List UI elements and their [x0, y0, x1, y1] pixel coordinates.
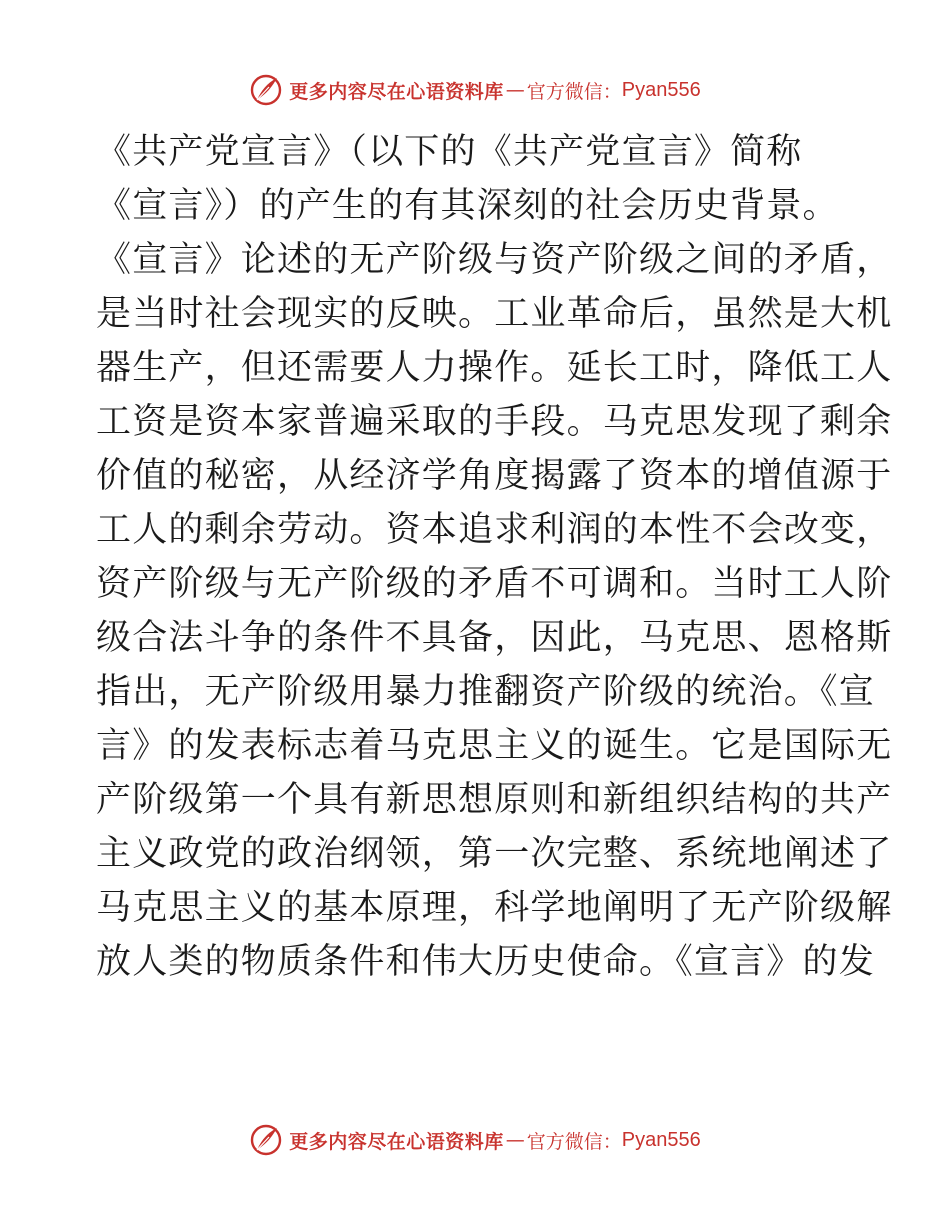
text-line: 马克思主义的基本原理，科学地阐明了无产阶级解 — [96, 888, 893, 928]
text-line: 级合法斗争的条件不具备，因此，马克思、恩格斯 — [96, 618, 893, 658]
wechat-label: 官方微信： — [526, 80, 622, 103]
site-name: 更多内容尽在心语资料库 — [289, 1130, 504, 1153]
text-line: 产阶级第一个具有新思想原则和新组织结构的共产 — [96, 780, 893, 820]
text-line: 《宣言》论述的无产阶级与资产阶级之间的矛盾， — [96, 240, 893, 280]
text-line: 言》的发表标志着马克思主义的诞生。它是国际无 — [96, 726, 893, 766]
text-line: 《共产党宣言》（以下的《共产党宣言》简称 — [96, 132, 803, 172]
text-line: 工人的剩余劳动。资本追求利润的本性不会改变， — [96, 510, 893, 550]
footer-banner — [0, 1120, 950, 1160]
text-line: 价值的秘密，从经济学角度揭露了资本的增值源于 — [96, 456, 893, 496]
site-name: 更多内容尽在心语资料库 — [289, 80, 504, 103]
header-banner — [0, 70, 950, 110]
wechat-label: 官方微信： — [526, 1130, 622, 1153]
text-line: 《宣言》）的产生的有其深刻的社会历史背景。 — [96, 186, 839, 226]
text-line: 指出，无产阶级用暴力推翻资产阶级的统治。《宣 — [96, 672, 875, 712]
wechat-id: Pyan556 — [621, 78, 701, 101]
banner-dash: — — [505, 79, 525, 101]
text-line: 是当时社会现实的反映。工业革命后，虽然是大机 — [96, 294, 893, 334]
wechat-id: Pyan556 — [621, 1128, 701, 1151]
feather-quill-logo-icon — [249, 1123, 283, 1157]
feather-quill-logo-icon — [249, 73, 283, 107]
text-line: 放人类的物质条件和伟大历史使命。《宣言》的发 — [96, 942, 875, 982]
text-line: 资产阶级与无产阶级的矛盾不可调和。当时工人阶 — [96, 564, 893, 604]
text-line: 器生产，但还需要人力操作。延长工时，降低工人 — [96, 348, 893, 388]
text-line: 工资是资本家普遍采取的手段。马克思发现了剩余 — [96, 402, 893, 442]
text-line: 主义政党的政治纲领，第一次完整、系统地阐述了 — [96, 834, 893, 874]
banner-dash: — — [505, 1129, 525, 1151]
